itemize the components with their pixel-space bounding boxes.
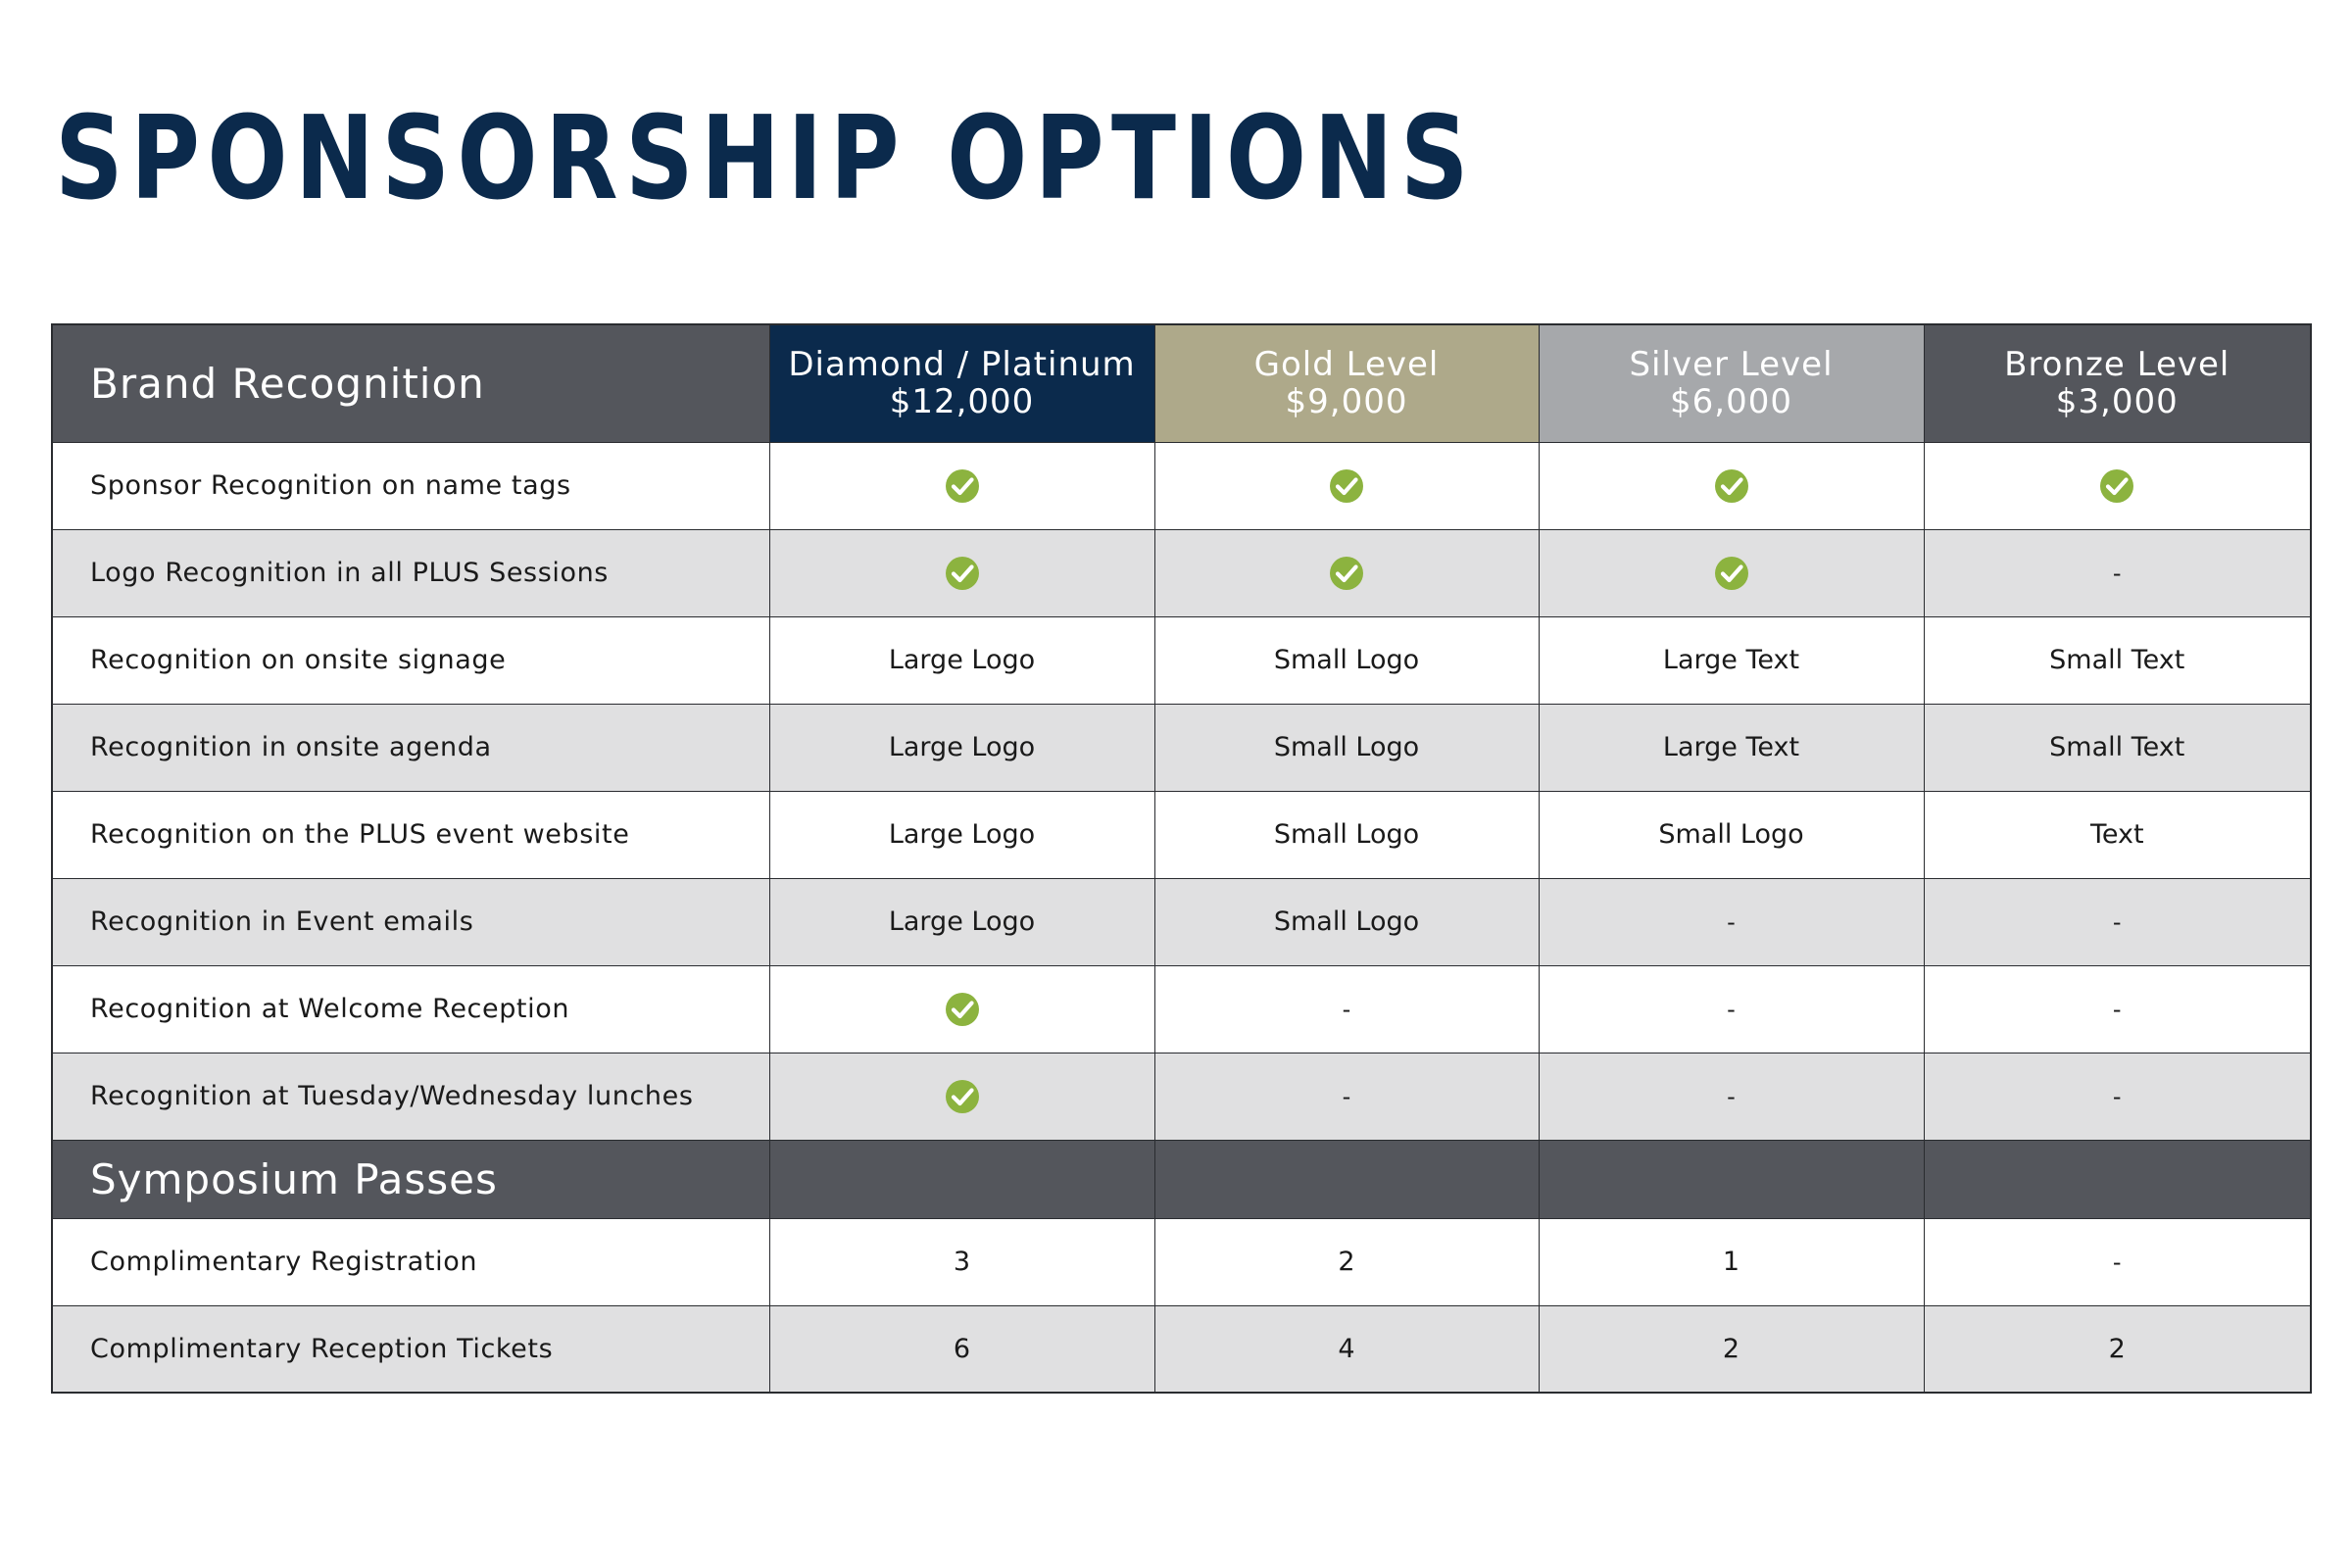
cell-value: Large Logo (888, 819, 1036, 850)
table-row (52, 529, 2311, 616)
value-cell (1539, 878, 1924, 965)
value-cell (769, 1218, 1154, 1305)
cell-value: - (2112, 908, 2122, 936)
cell-value: Small Text (2049, 732, 2185, 762)
check-icon (945, 468, 980, 504)
value-cell (1154, 965, 1539, 1053)
cell-value: - (2112, 996, 2122, 1023)
value-cell (769, 878, 1154, 965)
value-cell (1924, 1305, 2311, 1393)
value-cell (1924, 791, 2311, 878)
value-cell (1154, 704, 1539, 791)
section-fill-cell (1924, 1140, 2311, 1218)
cell-value: 1 (1722, 1247, 1740, 1277)
page-title: SPONSORSHIP OPTIONS (55, 90, 1476, 225)
cell-value: Text (2089, 819, 2144, 850)
check-cell (1924, 442, 2311, 529)
cell-value: - (1342, 1083, 1351, 1110)
table-row (52, 878, 2311, 965)
cell-value: - (2112, 1083, 2122, 1110)
cell-value: - (2112, 560, 2122, 587)
cell-value: Large Text (1662, 732, 1800, 762)
value-cell (1154, 791, 1539, 878)
check-cell (1539, 442, 1924, 529)
value-cell (769, 704, 1154, 791)
check-cell (769, 1053, 1154, 1140)
value-cell (769, 1305, 1154, 1393)
value-cell (1539, 1218, 1924, 1305)
value-cell (1154, 616, 1539, 704)
cell-value: Small Text (2049, 645, 2185, 675)
table-row (52, 704, 2311, 791)
feature-label: Recognition in Event emails (52, 878, 769, 965)
tier-name: Gold Level (1253, 345, 1440, 385)
cell-value: 2 (2108, 1333, 2126, 1364)
cell-value: - (1342, 996, 1351, 1023)
check-icon (1329, 468, 1364, 504)
feature-label: Complimentary Reception Tickets (52, 1305, 769, 1393)
cell-value: 2 (1338, 1247, 1355, 1277)
tier-price: $3,000 (2055, 382, 2179, 422)
value-cell (1154, 878, 1539, 965)
value-cell (1539, 965, 1924, 1053)
value-cell (1924, 1053, 2311, 1140)
value-cell (1154, 1305, 1539, 1393)
tier-price: $9,000 (1285, 382, 1408, 422)
feature-label: Complimentary Registration (52, 1218, 769, 1305)
table-row (52, 1053, 2311, 1140)
table-row (52, 965, 2311, 1053)
check-cell (769, 442, 1154, 529)
cell-value: - (1727, 908, 1736, 936)
check-cell (769, 965, 1154, 1053)
value-cell (1154, 1218, 1539, 1305)
check-icon (2099, 468, 2134, 504)
tier-price: $6,000 (1670, 382, 1792, 422)
value-cell (1539, 704, 1924, 791)
cell-value: 2 (1722, 1333, 1740, 1364)
value-cell (769, 791, 1154, 878)
section-fill-cell (1539, 1140, 1924, 1218)
check-icon (1714, 468, 1749, 504)
section-fill-cell (769, 1140, 1154, 1218)
cell-value: Small Logo (1273, 645, 1420, 675)
value-cell (1924, 878, 2311, 965)
tier-header-diamond-platinum (769, 324, 1154, 442)
cell-value: Small Logo (1273, 732, 1420, 762)
tier-name: Bronze Level (2004, 345, 2230, 385)
cell-value: 6 (953, 1333, 971, 1364)
cell-value: Small Logo (1273, 906, 1420, 937)
value-cell (1539, 1053, 1924, 1140)
table-row (52, 616, 2311, 704)
cell-value: Small Logo (1273, 819, 1420, 850)
table-row (52, 442, 2311, 529)
value-cell (1924, 704, 2311, 791)
check-icon (1329, 556, 1364, 591)
check-cell (1154, 442, 1539, 529)
feature-label: Recognition in onsite agenda (52, 704, 769, 791)
value-cell (769, 616, 1154, 704)
feature-label: Logo Recognition in all PLUS Sessions (52, 529, 769, 616)
sponsorship-table (51, 323, 2312, 1394)
value-cell (1154, 1053, 1539, 1140)
cell-value: - (2112, 1249, 2122, 1276)
check-icon (945, 556, 980, 591)
section-fill-cell (1154, 1140, 1539, 1218)
brand-recognition-heading: Brand Recognition (52, 324, 769, 442)
value-cell (1924, 529, 2311, 616)
tier-name: Silver Level (1629, 345, 1834, 385)
tier-header-gold (1154, 324, 1539, 442)
tier-price: $12,000 (889, 382, 1035, 422)
value-cell (1924, 1218, 2311, 1305)
tier-header-bronze (1924, 324, 2311, 442)
cell-value: Large Logo (888, 645, 1036, 675)
table-row (52, 791, 2311, 878)
cell-value: Large Text (1662, 645, 1800, 675)
value-cell (1924, 965, 2311, 1053)
cell-value: Large Logo (888, 906, 1036, 937)
feature-label: Recognition at Tuesday/Wednesday lunches (52, 1053, 769, 1140)
cell-value: Small Logo (1658, 819, 1804, 850)
cell-value: Large Logo (888, 732, 1036, 762)
check-cell (769, 529, 1154, 616)
feature-label: Recognition on the PLUS event website (52, 791, 769, 878)
feature-label: Recognition on onsite signage (52, 616, 769, 704)
check-icon (945, 1079, 980, 1114)
check-icon (945, 992, 980, 1027)
table-row (52, 1305, 2311, 1393)
value-cell (1539, 1305, 1924, 1393)
symposium-passes-header-row (52, 1140, 2311, 1218)
value-cell (1924, 616, 2311, 704)
tier-name: Diamond / Platinum (788, 345, 1136, 385)
check-cell (1154, 529, 1539, 616)
cell-value: - (1727, 1083, 1736, 1110)
brand-recognition-header-row (52, 324, 2311, 442)
feature-label: Recognition at Welcome Reception (52, 965, 769, 1053)
value-cell (1539, 616, 1924, 704)
table-row (52, 1218, 2311, 1305)
symposium-passes-heading: Symposium Passes (52, 1140, 769, 1218)
cell-value: 3 (953, 1247, 971, 1277)
check-icon (1714, 556, 1749, 591)
cell-value: - (1727, 996, 1736, 1023)
check-cell (1539, 529, 1924, 616)
value-cell (1539, 791, 1924, 878)
cell-value: 4 (1338, 1333, 1355, 1364)
tier-header-silver (1539, 324, 1924, 442)
feature-label: Sponsor Recognition on name tags (52, 442, 769, 529)
